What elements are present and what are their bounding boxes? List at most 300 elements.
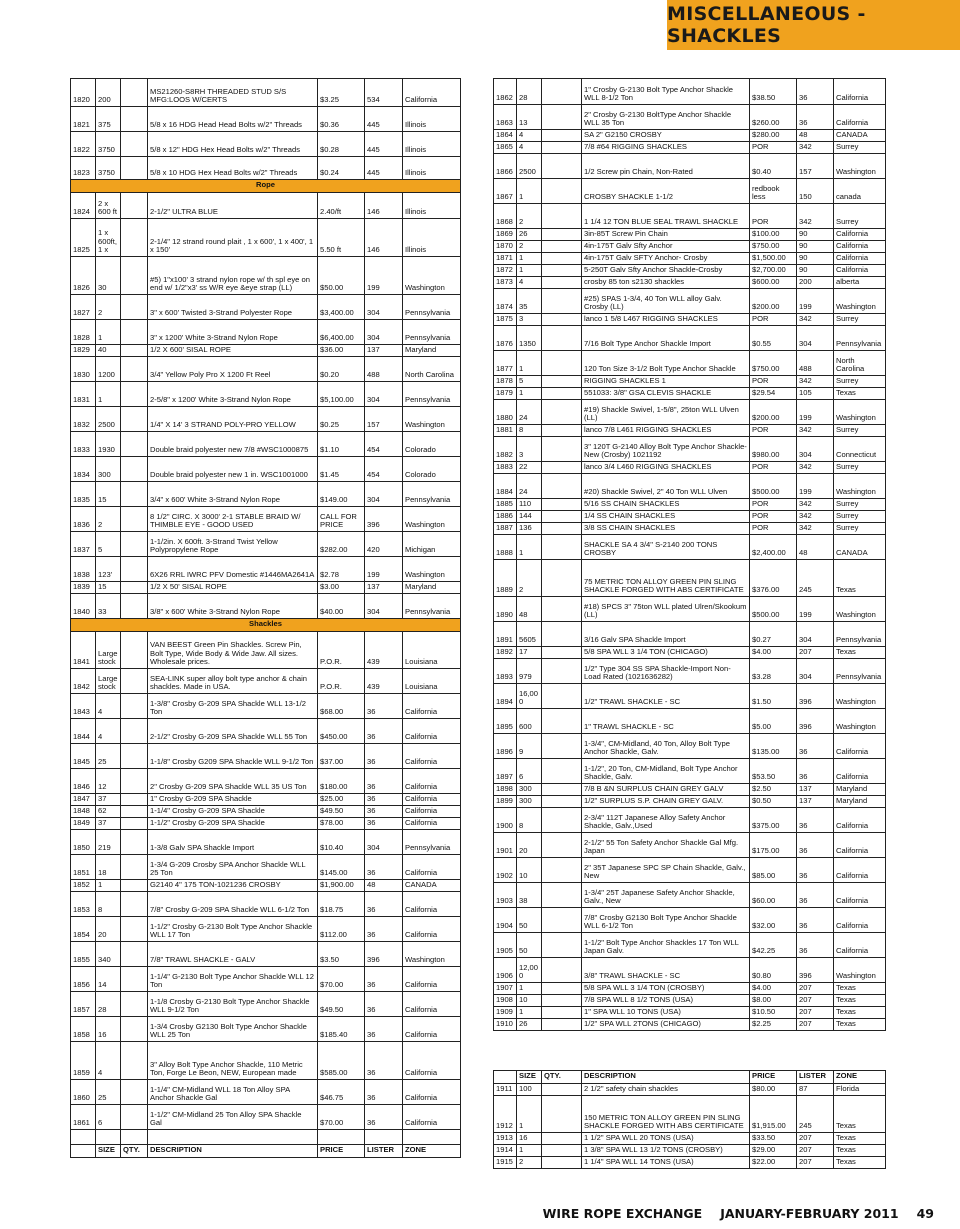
cell-lister: 342 [797, 204, 834, 229]
table-row [494, 1145, 886, 1157]
cell-size: 1 [517, 1145, 542, 1157]
cell-size: 8 [517, 425, 542, 437]
cell-price: $750.00 [750, 351, 797, 376]
cell-qty [542, 289, 582, 314]
cell-desc: 5/8 x 16 HDG Head Head Bolts w/2" Threads [148, 107, 318, 132]
cell-zone: Pennsylvania [834, 326, 886, 351]
cell-qty [121, 967, 148, 992]
cell-zone: Texas [834, 388, 886, 400]
cell-desc: 1" SPA WLL 10 TONS (USA) [582, 1007, 750, 1019]
cell-zone: Washington [403, 257, 461, 295]
cell-desc: SA 2" G2150 CROSBY [582, 130, 750, 142]
cell-size: 50 [517, 908, 542, 933]
table-row [494, 499, 886, 511]
cell-qty [121, 794, 148, 806]
cell-desc: 1/4" X 14' 3 STRAND POLY-PRO YELLOW [148, 407, 318, 432]
cell-price: $600.00 [750, 277, 797, 289]
cell-id: 1830 [71, 357, 96, 382]
cell-lister: 36 [797, 883, 834, 908]
cell-qty [121, 880, 148, 892]
table-row [494, 462, 886, 474]
cell-size: 340 [96, 942, 121, 967]
cell-size: 33 [96, 594, 121, 619]
cell-size: 37 [96, 818, 121, 830]
cell-desc: 2-1/2" Crosby G-209 SPA Shackle WLL 55 Ton [148, 719, 318, 744]
cell-size: 4 [517, 130, 542, 142]
table-row [494, 474, 886, 499]
cell-id: 1844 [71, 719, 96, 744]
cell-id: 1889 [494, 560, 517, 597]
cell-lister: 342 [797, 376, 834, 388]
cell-zone: California [403, 1017, 461, 1042]
cell-desc: 1/2" Type 304 SS SPA Shackle-Import Non-Load Rated (1021636282) [582, 659, 750, 684]
cell-id: 1905 [494, 933, 517, 958]
cell-zone: Pennsylvania [403, 382, 461, 407]
table-row [71, 1017, 461, 1042]
cell-qty [121, 107, 148, 132]
cell-desc: 75 METRIC TON ALLOY GREEN PIN SLING SHACKLE FORGED WITH ABS CERTIFICATE [582, 560, 750, 597]
cell-lister: 199 [797, 474, 834, 499]
table-row [494, 833, 886, 858]
cell-size: 1 [517, 253, 542, 265]
cell-size: 35 [517, 289, 542, 314]
cell-zone: California [403, 967, 461, 992]
cell-price: $280.00 [750, 130, 797, 142]
table-row [71, 806, 461, 818]
cell-lister: 304 [365, 295, 403, 320]
page-footer [543, 1206, 934, 1221]
table-row [71, 669, 461, 694]
cell-size: 144 [517, 511, 542, 523]
cell-qty [542, 105, 582, 130]
cell-size: 48 [517, 597, 542, 622]
cell-lister: 342 [797, 425, 834, 437]
cell-price: $42.25 [750, 933, 797, 958]
cell-id: 1848 [71, 806, 96, 818]
cell-zone: Illinois [403, 107, 461, 132]
table-row [494, 351, 886, 376]
cell-lister [365, 1130, 403, 1145]
cell-id: 1836 [71, 507, 96, 532]
cell-price: $3.28 [750, 659, 797, 684]
cell-id: 1903 [494, 883, 517, 908]
cell-id: 1857 [71, 992, 96, 1017]
table-row [494, 1007, 886, 1019]
cell-size: 1 [517, 983, 542, 995]
cell-size: 13 [517, 105, 542, 130]
table-row [71, 407, 461, 432]
cell-size: 979 [517, 659, 542, 684]
cell-id: 1912 [494, 1096, 517, 1133]
cell-size: 1 [517, 388, 542, 400]
cell-id: 1882 [494, 437, 517, 462]
cell-qty [121, 157, 148, 180]
cell-lister: 445 [365, 157, 403, 180]
cell-lister: 48 [797, 535, 834, 560]
cell-price: $6,400.00 [318, 320, 365, 345]
cell-size: 6 [517, 759, 542, 784]
cell-qty [542, 709, 582, 734]
table-row [494, 265, 886, 277]
cell-lister: 304 [365, 594, 403, 619]
cell-qty [542, 808, 582, 833]
cell-size: Large stock [96, 632, 121, 669]
cell-id: 1870 [494, 241, 517, 253]
header-price: PRICE [318, 1145, 365, 1158]
cell-price: CALL FOR PRICE [318, 507, 365, 532]
cell-zone: Surrey [834, 314, 886, 326]
cell-price: $70.00 [318, 1105, 365, 1130]
cell-zone: Surrey [834, 499, 886, 511]
cell-desc: 7/8 #64 RIGGING SHACKLES [582, 142, 750, 154]
cell-size: 2 [517, 1157, 542, 1169]
table-row [71, 532, 461, 557]
column-header-row [71, 1145, 461, 1158]
cell-zone: Pennsylvania [403, 594, 461, 619]
cell-qty [121, 457, 148, 482]
table-row [71, 345, 461, 357]
cell-size: 1 x 600ft, 1 x [96, 219, 121, 257]
cell-price: $260.00 [750, 105, 797, 130]
cell-size: 2 x 600 ft [96, 193, 121, 219]
cell-zone: Washington [403, 942, 461, 967]
cell-size: 300 [96, 457, 121, 482]
cell-zone: Washington [403, 557, 461, 582]
cell-price: $49.50 [318, 806, 365, 818]
cell-id: 1902 [494, 858, 517, 883]
cell-lister: 36 [365, 1017, 403, 1042]
table-row [71, 719, 461, 744]
cell-size: 20 [96, 917, 121, 942]
cell-zone: Maryland [403, 345, 461, 357]
cell-price: $1,500.00 [750, 253, 797, 265]
cell-size: 6 [96, 1105, 121, 1130]
cell-desc: 3/4" x 600' White 3-Strand Nylon Rope [148, 482, 318, 507]
cell-zone: CANADA [403, 880, 461, 892]
cell-price: $3.50 [318, 942, 365, 967]
cell-id: 1873 [494, 277, 517, 289]
cell-desc: 2-1/4" 12 strand round plait , 1 x 600', 1 x 400', 1 x 150' [148, 219, 318, 257]
cell-qty [121, 257, 148, 295]
cell-lister: 36 [797, 933, 834, 958]
table-row [494, 1019, 886, 1031]
cell-lister: 90 [797, 253, 834, 265]
cell-desc: 3" Alloy Bolt Type Anchor Shackle, 110 Metric Ton, Forge Le Beon, NEW, European made [148, 1042, 318, 1080]
cell-qty [542, 1007, 582, 1019]
cell-id: 1827 [71, 295, 96, 320]
cell-zone: Louisiana [403, 669, 461, 694]
cell-zone: California [403, 794, 461, 806]
table-row [494, 400, 886, 425]
cell-zone: California [834, 79, 886, 105]
cell-size: 16 [517, 1133, 542, 1145]
cell-qty [121, 382, 148, 407]
table-row [71, 830, 461, 855]
cell-id: 1850 [71, 830, 96, 855]
cell-zone: California [403, 744, 461, 769]
cell-id: 1835 [71, 482, 96, 507]
cell-size: 50 [517, 933, 542, 958]
cell-size: 25 [96, 1080, 121, 1105]
cell-zone: California [834, 229, 886, 241]
cell-lister: 36 [365, 917, 403, 942]
table-row [494, 376, 886, 388]
cell-desc: 1/2" SPA WLL 2TONS (CHICAGO) [582, 1019, 750, 1031]
cell-qty [542, 535, 582, 560]
table-row [494, 79, 886, 105]
cell-id: 1862 [494, 79, 517, 105]
table-row [494, 105, 886, 130]
cell-price: $2.78 [318, 557, 365, 582]
table-row [494, 204, 886, 229]
cell-zone: California [834, 908, 886, 933]
table-row [494, 684, 886, 709]
header-lister: LISTER [365, 1145, 403, 1158]
cell-desc: 5/8 x 12" HDG Hex Head Bolts w/2" Threads [148, 132, 318, 157]
cell-lister: 304 [365, 482, 403, 507]
cell-id: 1861 [71, 1105, 96, 1130]
cell-lister: 454 [365, 432, 403, 457]
cell-qty [121, 594, 148, 619]
header-id [71, 1145, 96, 1158]
cell-desc: 1" Crosby G-2130 Bolt Type Anchor Shackle WLL 8-1/2 Ton [582, 79, 750, 105]
cell-zone: Illinois [403, 193, 461, 219]
cell-id [71, 1130, 96, 1145]
cell-qty [121, 1080, 148, 1105]
cell-lister: 304 [797, 326, 834, 351]
cell-desc: 1-1/2" Crosby G-2130 Bolt Type Anchor Shackle WLL 17 Ton [148, 917, 318, 942]
cell-id: 1863 [494, 105, 517, 130]
cell-price: $2,700.00 [750, 265, 797, 277]
table-row [71, 432, 461, 457]
table-row [494, 523, 886, 535]
cell-price [318, 1130, 365, 1145]
cell-desc: 7/8" Crosby G2130 Bolt Type Anchor Shackle WLL 6-1/2 Ton [582, 908, 750, 933]
cell-zone: Pennsylvania [834, 659, 886, 684]
table-row [494, 314, 886, 326]
cell-size: 15 [96, 482, 121, 507]
cell-price: $29.54 [750, 388, 797, 400]
cell-lister: 342 [797, 462, 834, 474]
cell-zone: Maryland [403, 582, 461, 594]
cell-qty [121, 357, 148, 382]
cell-zone: Pennsylvania [403, 830, 461, 855]
cell-desc: 1/2 X 600' SISAL ROPE [148, 345, 318, 357]
cell-price: $282.00 [318, 532, 365, 557]
cell-desc: 3/4" Yellow Poly Pro X 1200 Ft Reel [148, 357, 318, 382]
cell-lister: 245 [797, 560, 834, 597]
cell-qty [121, 992, 148, 1017]
cell-zone: California [834, 933, 886, 958]
cell-id: 1842 [71, 669, 96, 694]
cell-zone: Colorado [403, 432, 461, 457]
cell-size: 2 [517, 241, 542, 253]
cell-size: 375 [96, 107, 121, 132]
cell-qty [542, 523, 582, 535]
cell-qty [542, 241, 582, 253]
cell-price: $0.27 [750, 622, 797, 647]
cell-lister: 36 [365, 892, 403, 917]
cell-qty [121, 917, 148, 942]
cell-desc: 1 1/4 12 TON BLUE SEAL TRAWL SHACKLE [582, 204, 750, 229]
cell-size: 1200 [96, 357, 121, 382]
cell-zone: North Carolina [834, 351, 886, 376]
cell-zone: California [834, 253, 886, 265]
table-row [494, 1096, 886, 1133]
table-row [71, 219, 461, 257]
cell-lister: 36 [797, 759, 834, 784]
table-row [494, 253, 886, 265]
cell-size: 28 [517, 79, 542, 105]
cell-size: 5 [517, 376, 542, 388]
cell-lister: 439 [365, 632, 403, 669]
cell-price: $135.00 [750, 734, 797, 759]
cell-zone: California [403, 806, 461, 818]
cell-lister: 207 [797, 983, 834, 995]
cell-price: $0.36 [318, 107, 365, 132]
cell-id: 1874 [494, 289, 517, 314]
cell-id: 1877 [494, 351, 517, 376]
cell-price: $1.50 [750, 684, 797, 709]
cell-price: $32.00 [750, 908, 797, 933]
cell-size: 18 [96, 855, 121, 880]
cell-size: 3 [517, 437, 542, 462]
section-title-banner [667, 0, 960, 50]
cell-zone: California [403, 79, 461, 107]
cell-desc: SEA-LINK super alloy bolt type anchor & chain shackles. Made in USA. [148, 669, 318, 694]
cell-price: 2.40/ft [318, 193, 365, 219]
cell-qty [542, 277, 582, 289]
cell-desc: 3/16 Galv SPA Shackle Import [582, 622, 750, 647]
cell-qty [542, 958, 582, 983]
cell-lister: 445 [365, 132, 403, 157]
cell-zone: California [403, 818, 461, 830]
cell-price: $585.00 [318, 1042, 365, 1080]
cell-lister: 36 [365, 967, 403, 992]
header-size: SIZE [517, 1071, 542, 1084]
cell-zone: California [834, 858, 886, 883]
table-row [494, 179, 886, 204]
cell-size: 9 [517, 734, 542, 759]
cell-price: $0.24 [318, 157, 365, 180]
cell-qty [542, 179, 582, 204]
cell-zone: Colorado [403, 457, 461, 482]
cell-qty [121, 320, 148, 345]
table-row [71, 257, 461, 295]
cell-lister: 87 [797, 1084, 834, 1096]
cell-qty [542, 154, 582, 179]
cell-lister: 245 [797, 1096, 834, 1133]
cell-zone: Surrey [834, 462, 886, 474]
cell-desc: 1" TRAWL SHACKLE - SC [582, 709, 750, 734]
cell-desc: 1 1/4" SPA WLL 14 TONS (USA) [582, 1157, 750, 1169]
cell-lister: 36 [797, 833, 834, 858]
cell-qty [121, 532, 148, 557]
table-row [494, 289, 886, 314]
cell-size: 8 [96, 892, 121, 917]
cell-qty [121, 482, 148, 507]
cell-qty [121, 942, 148, 967]
section-label: Rope [71, 180, 461, 193]
section-label: Shackles [71, 619, 461, 632]
cell-id: 1872 [494, 265, 517, 277]
cell-desc: 1-1/2in. X 600ft. 3-Strand Twist Yellow Polypropylene Rope [148, 532, 318, 557]
cell-id: 1858 [71, 1017, 96, 1042]
cell-qty [121, 769, 148, 794]
listings-table-left [70, 78, 461, 1158]
cell-lister: 207 [797, 1007, 834, 1019]
cell-zone: California [834, 734, 886, 759]
cell-qty [542, 647, 582, 659]
cell-qty [542, 597, 582, 622]
cell-lister: 199 [797, 289, 834, 314]
cell-size: 3750 [96, 157, 121, 180]
cell-size: 22 [517, 462, 542, 474]
cell-lister: 199 [365, 557, 403, 582]
table-row [71, 457, 461, 482]
cell-desc: 5-250T Galv Sfty Anchor Shackle-Crosby [582, 265, 750, 277]
cell-id: 1820 [71, 79, 96, 107]
cell-size: 4 [517, 277, 542, 289]
table-row [494, 808, 886, 833]
table-row [71, 855, 461, 880]
cell-price: POR [750, 425, 797, 437]
cell-zone: Washington [834, 709, 886, 734]
cell-price: $53.50 [750, 759, 797, 784]
cell-size: 12,000 [517, 958, 542, 983]
cell-size: 200 [96, 79, 121, 107]
cell-qty [121, 818, 148, 830]
cell-price: $5,100.00 [318, 382, 365, 407]
cell-desc: 8 1/2" CIRC. X 3000' 2-1 STABLE BRAID W/ THIMBLE EYE - GOOD USED [148, 507, 318, 532]
cell-id: 1855 [71, 942, 96, 967]
table-row [71, 482, 461, 507]
cell-size: 24 [517, 474, 542, 499]
cell-id: 1834 [71, 457, 96, 482]
cell-qty [121, 694, 148, 719]
cell-desc: 1 1/2" SPA WLL 20 TONS (USA) [582, 1133, 750, 1145]
cell-zone: Pennsylvania [403, 295, 461, 320]
cell-price: $60.00 [750, 883, 797, 908]
cell-price: $49.50 [318, 992, 365, 1017]
cell-zone: Illinois [403, 157, 461, 180]
cell-id: 1826 [71, 257, 96, 295]
cell-desc: 2" Crosby G-2130 BoltType Anchor Shackle WLL 35 Ton [582, 105, 750, 130]
cell-zone: Maryland [834, 796, 886, 808]
table-row [71, 892, 461, 917]
table-row [71, 1105, 461, 1130]
cell-zone: Washington [834, 597, 886, 622]
cell-price: $100.00 [750, 229, 797, 241]
cell-desc: 7/8 SPA WLL 8 1/2 TONS (USA) [582, 995, 750, 1007]
cell-price: $180.00 [318, 769, 365, 794]
cell-zone: Texas [834, 1145, 886, 1157]
cell-zone: California [834, 265, 886, 277]
table-row [71, 1042, 461, 1080]
cell-size: 100 [517, 1084, 542, 1096]
cell-zone: California [403, 769, 461, 794]
cell-desc: Double braid polyester new 1 in. WSC1001000 [148, 457, 318, 482]
cell-desc: 1" Crosby G-209 SPA Shackle [148, 794, 318, 806]
cell-desc: 2 1/2" safety chain shackles [582, 1084, 750, 1096]
cell-price: $5.00 [750, 709, 797, 734]
cell-lister: 342 [797, 142, 834, 154]
header-price: PRICE [750, 1071, 797, 1084]
cell-desc: 3in-85T Screw Pin Chain [582, 229, 750, 241]
cell-desc: 3/8 SS CHAIN SHACKLES [582, 523, 750, 535]
cell-desc: 2-1/2" ULTRA BLUE [148, 193, 318, 219]
cell-desc: 4in-175T Galv SFTY Anchor- Crosby [582, 253, 750, 265]
